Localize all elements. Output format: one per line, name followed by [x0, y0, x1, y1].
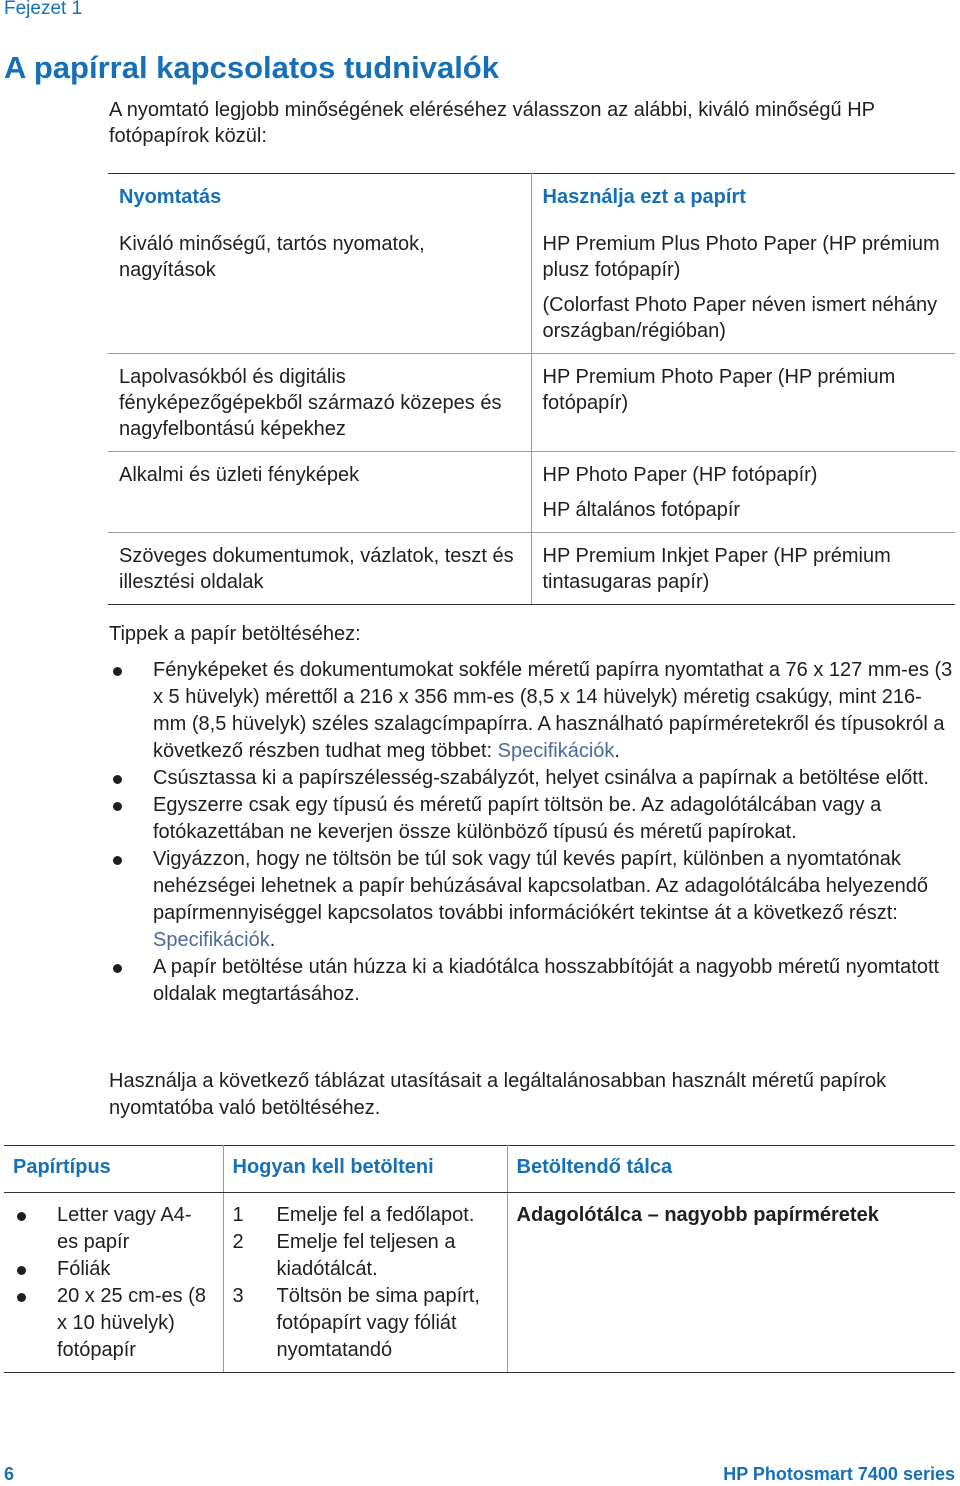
table-row: [108, 533, 955, 605]
tip-text: Vigyázzon, hogy ne töltsön be túl sok vagy túl kevés papírt, különben a nyomtatónak nehézségei lehetnek a papír behúzásával kapcsolatban. Az adagolótálcába helyezendő papírmennyiséggel kapcsolatos további információkért tekintse át a következő részt:: [153, 848, 929, 924]
bullet-icon: [113, 667, 122, 676]
tip-text-end: .: [614, 740, 620, 762]
paper-selection-table: [108, 173, 955, 605]
paper-type: 20 x 25 cm-es (8 x 10 hüvelyk) fotópapír: [57, 1285, 206, 1361]
use-cell: Lapolvasókból és digitális fényképezőgépekből származó közepes és nagyfelbontású képekhez: [108, 354, 531, 452]
bullet-icon: [113, 964, 122, 973]
paper-cell: [531, 354, 955, 452]
tip-text: Egyszerre csak egy típusú és méretű papírt töltsön be. Az adagolótálcában vagy a fotókazettában ne keverjen össze különböző típusú és méretű papírokat.: [153, 794, 882, 843]
paper-name: HP Premium Plus Photo Paper (HP prémium plusz fotópapír): [542, 233, 940, 281]
column-header-tray: Betöltendő tálca: [507, 1146, 955, 1193]
tray-cell: [507, 1193, 955, 1373]
bullet-icon: [17, 1293, 26, 1302]
tip-text: A papír betöltése után húzza ki a kiadótálca hosszabbítóját a nagyobb méretű nyomtatott oldalak megtartásához.: [153, 956, 940, 1005]
tip-text: Fényképeket és dokumentumokat sokféle méretű papírra nyomtathat a 76 x 127 mm-es (3 x 5 hüvelyk) mérettől a 216 x 356 mm-es (8,5 x 14 hüvelyk) méretig csakúgy, mint 216-mm (8,5 hüvelyk) széles szalagcímpapírra. A használható papírméretekről és típusokról a következő részben tudhat meg többet:: [153, 659, 953, 762]
outro-paragraph: Használja a következő táblázat utasításait a legáltalánosabban használt méretű papírok nyomtatóba való betöltéséhez.: [109, 1070, 887, 1119]
bullet-icon: [113, 802, 122, 811]
column-header-printing: Nyomtatás: [108, 174, 531, 222]
paper-name: HP Premium Inkjet Paper (HP prémium tintasugaras papír): [542, 545, 891, 593]
chapter-label: Fejezet 1: [4, 0, 83, 19]
list-item: [233, 1202, 497, 1229]
product-name: HP Photosmart 7400 series: [723, 1464, 955, 1484]
table-header-row: [108, 174, 955, 222]
column-header-how-to-load: Hogyan kell betölteni: [223, 1146, 507, 1193]
tips-heading: Tippek a papír betöltéséhez:: [109, 623, 361, 645]
bullet-icon: [17, 1266, 26, 1275]
specifications-link[interactable]: Specifikációk: [153, 929, 270, 951]
page-number: 6: [4, 1464, 15, 1484]
list-item: [233, 1229, 497, 1283]
list-item: [13, 1202, 213, 1256]
tip-text: Csúsztassa ki a papírszélesség-szabályzót, helyet csinálva a papírnak a betöltése előtt.: [153, 767, 929, 789]
loading-table: [4, 1145, 955, 1373]
bullet-icon: [113, 775, 122, 784]
use-cell: Alkalmi és üzleti fényképek: [108, 452, 531, 533]
paper-name: HP Premium Photo Paper (HP prémium fotópapír): [542, 366, 896, 414]
intro-paragraph: A nyomtató legjobb minőségének eléréséhez válasszon az alábbi, kiváló minőségű HP fotópapírok közül:: [109, 99, 875, 147]
list-item: [13, 1256, 213, 1283]
table-row: [108, 221, 955, 354]
list-item: [109, 765, 954, 792]
paper-name: HP általános fotópapír: [542, 499, 741, 521]
list-item: [233, 1283, 497, 1364]
list-item: [109, 792, 954, 846]
steps-cell: [223, 1193, 507, 1373]
step-text: Emelje fel teljesen a kiadótálcát.: [276, 1231, 456, 1280]
paper-type: Letter vagy A4-es papír: [57, 1204, 192, 1253]
bullet-icon: [17, 1212, 26, 1221]
bullet-icon: [113, 856, 122, 865]
paper-type-list: [13, 1202, 213, 1364]
tray-text: Adagolótálca – nagyobb papírméretek: [516, 1204, 879, 1226]
list-item: [13, 1283, 213, 1364]
paper-name: HP Photo Paper (HP fotópapír): [542, 464, 818, 486]
use-cell: Szöveges dokumentumok, vázlatok, teszt és illesztési oldalak: [108, 533, 531, 605]
tips-list: [109, 657, 954, 1008]
column-header-paper-type: Papírtípus: [4, 1146, 223, 1193]
paper-note: (Colorfast Photo Paper néven ismert néhány országban/régióban): [542, 294, 938, 342]
paper-type: Fóliák: [57, 1258, 111, 1280]
paper-cell: [531, 452, 955, 533]
step-number: 3: [232, 1285, 244, 1307]
table-row: [4, 1193, 955, 1373]
list-item: [109, 846, 954, 954]
steps-list: [233, 1202, 497, 1364]
paper-type-cell: [4, 1193, 223, 1373]
column-header-paper: Használja ezt a papírt: [542, 186, 746, 208]
table-header-row: [4, 1146, 955, 1193]
table-row: [108, 452, 955, 533]
list-item: [109, 954, 954, 1008]
page-title: A papírral kapcsolatos tudnivalók: [4, 50, 499, 85]
list-item: [109, 657, 954, 765]
paper-cell: [531, 221, 955, 354]
tip-text-end: .: [269, 929, 276, 951]
step-text: Töltsön be sima papírt, fotópapírt vagy fóliát nyomtatandó: [276, 1285, 480, 1361]
step-number: 1: [232, 1204, 244, 1226]
specifications-link[interactable]: Specifikációk: [497, 740, 615, 762]
paper-cell: [531, 533, 955, 605]
step-number: 2: [232, 1231, 244, 1253]
step-text: Emelje fel a fedőlapot.: [276, 1204, 475, 1226]
use-cell: Kiváló minőségű, tartós nyomatok, nagyítások: [108, 221, 531, 354]
table-row: [108, 354, 955, 452]
